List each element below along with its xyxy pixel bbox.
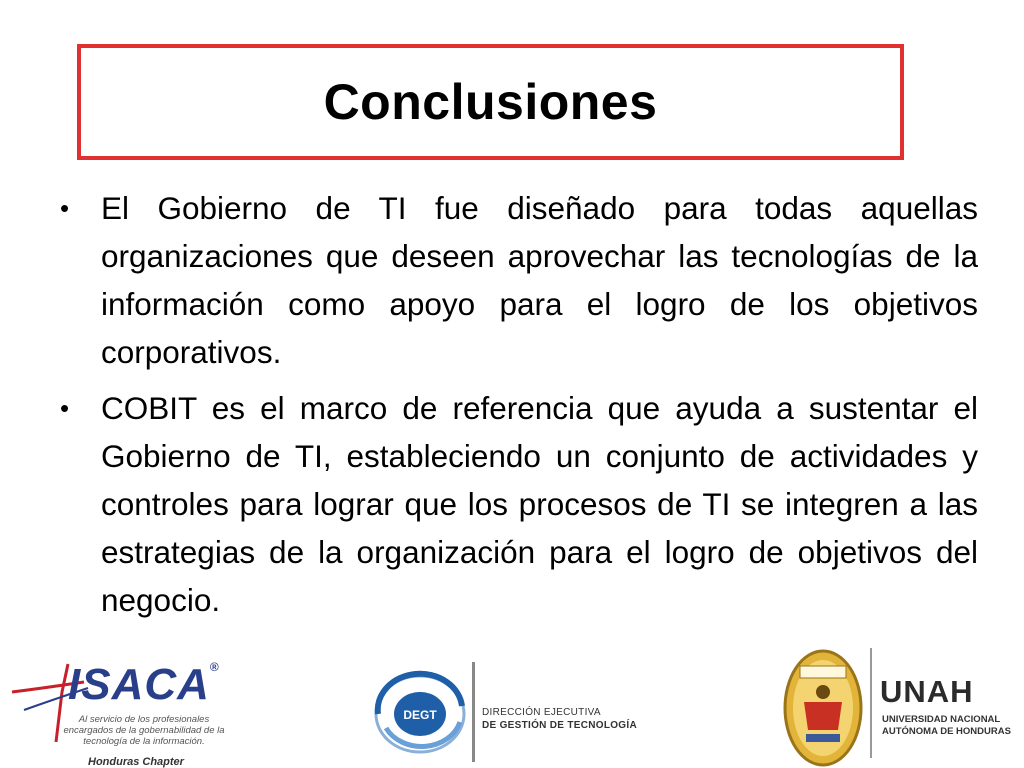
isaca-chapter: Honduras Chapter bbox=[88, 756, 184, 768]
unah-subtitle: UNIVERSIDAD NACIONAL AUTÓNOMA DE HONDURAS bbox=[882, 714, 1011, 737]
slide-title: Conclusiones bbox=[323, 74, 658, 130]
unah-seal-icon bbox=[780, 642, 866, 768]
isaca-tagline: Al servicio de los profesionales encargados de la gobernabilidad de la tecnología de la información. bbox=[63, 714, 225, 747]
bullet-text: COBIT es el marco de referencia que ayuda a sustentar el Gobierno de TI, estableciendo un conjunto de actividades y controles para lograr que los procesos de TI se integren a las estrategias de la organización para el logro de objetivos del negocio. bbox=[101, 390, 978, 618]
bullet-item bbox=[60, 184, 978, 376]
isaca-logo bbox=[4, 652, 274, 768]
isaca-wordmark: ISACA® bbox=[68, 660, 220, 709]
bullet-dot: • bbox=[60, 393, 70, 423]
bullet-text: El Gobierno de TI fue diseñado para todas aquellas organizaciones que deseen aprovechar las tecnologías de la información como apoyo para el logro de los objetivos corporativos. bbox=[101, 190, 978, 370]
svg-text:DEGT: DEGT bbox=[403, 708, 437, 722]
footer-logos bbox=[0, 642, 1024, 768]
unah-logo bbox=[780, 642, 1024, 768]
unah-divider bbox=[870, 648, 872, 758]
title-box bbox=[77, 44, 904, 160]
degt-emblem-icon bbox=[374, 656, 470, 766]
unah-wordmark: UNAH bbox=[880, 674, 974, 709]
degt-divider bbox=[472, 662, 475, 762]
bullet-dot: • bbox=[60, 193, 70, 223]
degt-text: DIRECCIÓN EJECUTIVA DE GESTIÓN DE TECNOLOGÍA bbox=[482, 707, 637, 731]
bullet-list bbox=[60, 184, 978, 632]
bullet-item bbox=[60, 384, 978, 624]
degt-logo bbox=[374, 656, 704, 766]
